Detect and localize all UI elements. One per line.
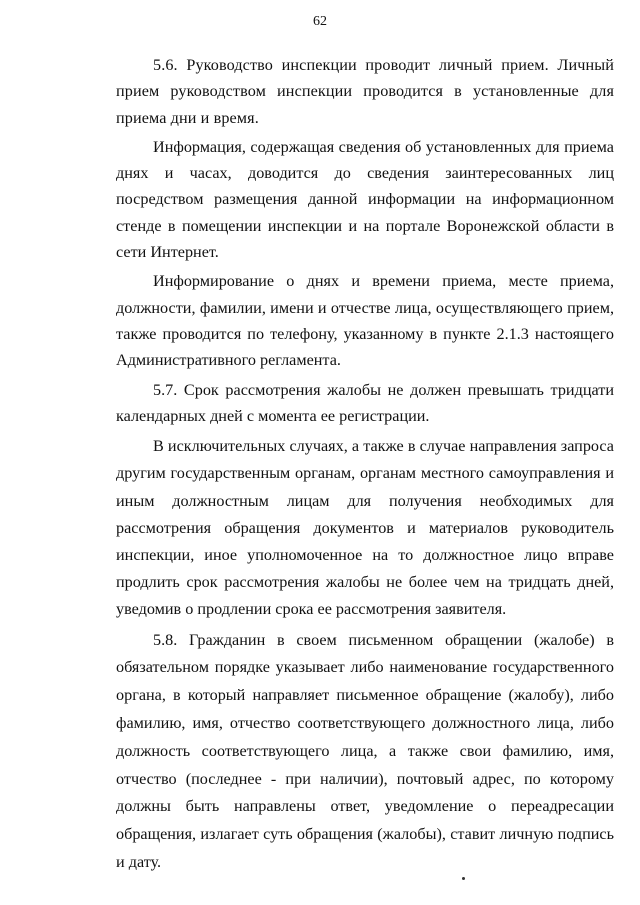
document-body (116, 52, 614, 880)
paragraph-5-7: 5.7. Срок рассмотрения жалобы не должен превышать тридцати календарных дней с момента ее регистрации. (116, 380, 614, 425)
paragraph-exceptional-cases: В исключительных случаях, а также в случае направления запроса другим государственным органам, органам местного самоуправления и иным должностным лицам для получения необходимых для рассмотрения обращения документов и материалов руководитель инспекции, иное уполномоченное на то должностное лицо вправе продлить срок рассмотрения жалобы не более чем на тридцать дней, уведомив о продлении срока ее рассмотрения заявителя. (116, 437, 614, 619)
paragraph-5-6: 5.6. Руководство инспекции проводит личный прием. Личный прием руководством инспекции проводится в установленные для приема дни и время. (116, 56, 614, 127)
paragraph-5-8: 5.8. Гражданин в своем письменном обращении (жалобе) в обязательном порядке указывает либо наименование государственного органа, в который направляет письменное обращение (жалобу), либо фамилию, имя, отчество соответствующего должностного лица, либо должность соответствующего лица, а также свои фамилию, имя, отчество (последнее - при наличии), почтовый адрес, по которому должны быть направлены ответ, уведомление о переадресации обращения, излагает суть обращения (жалобы), ставит личную подпись и дату. (116, 630, 614, 871)
page-number: 62 (313, 14, 327, 29)
scan-speck (462, 877, 465, 880)
paragraph-reception-phone: Информирование о днях и времени приема, месте приема, должности, фамилии, имени и отчестве лица, осуществляющего прием, также проводится по телефону, указанному в пункте 2.1.3 настоящего Административного регламента. (116, 272, 614, 370)
paragraph-reception-info: Информация, содержащая сведения об установленных для приема днях и часах, доводится до сведения заинтересованных лиц посредством размещения данной информации на информационном стенде в помещении инспекции и на портале Воронежской области в сети Интернет. (116, 137, 614, 262)
